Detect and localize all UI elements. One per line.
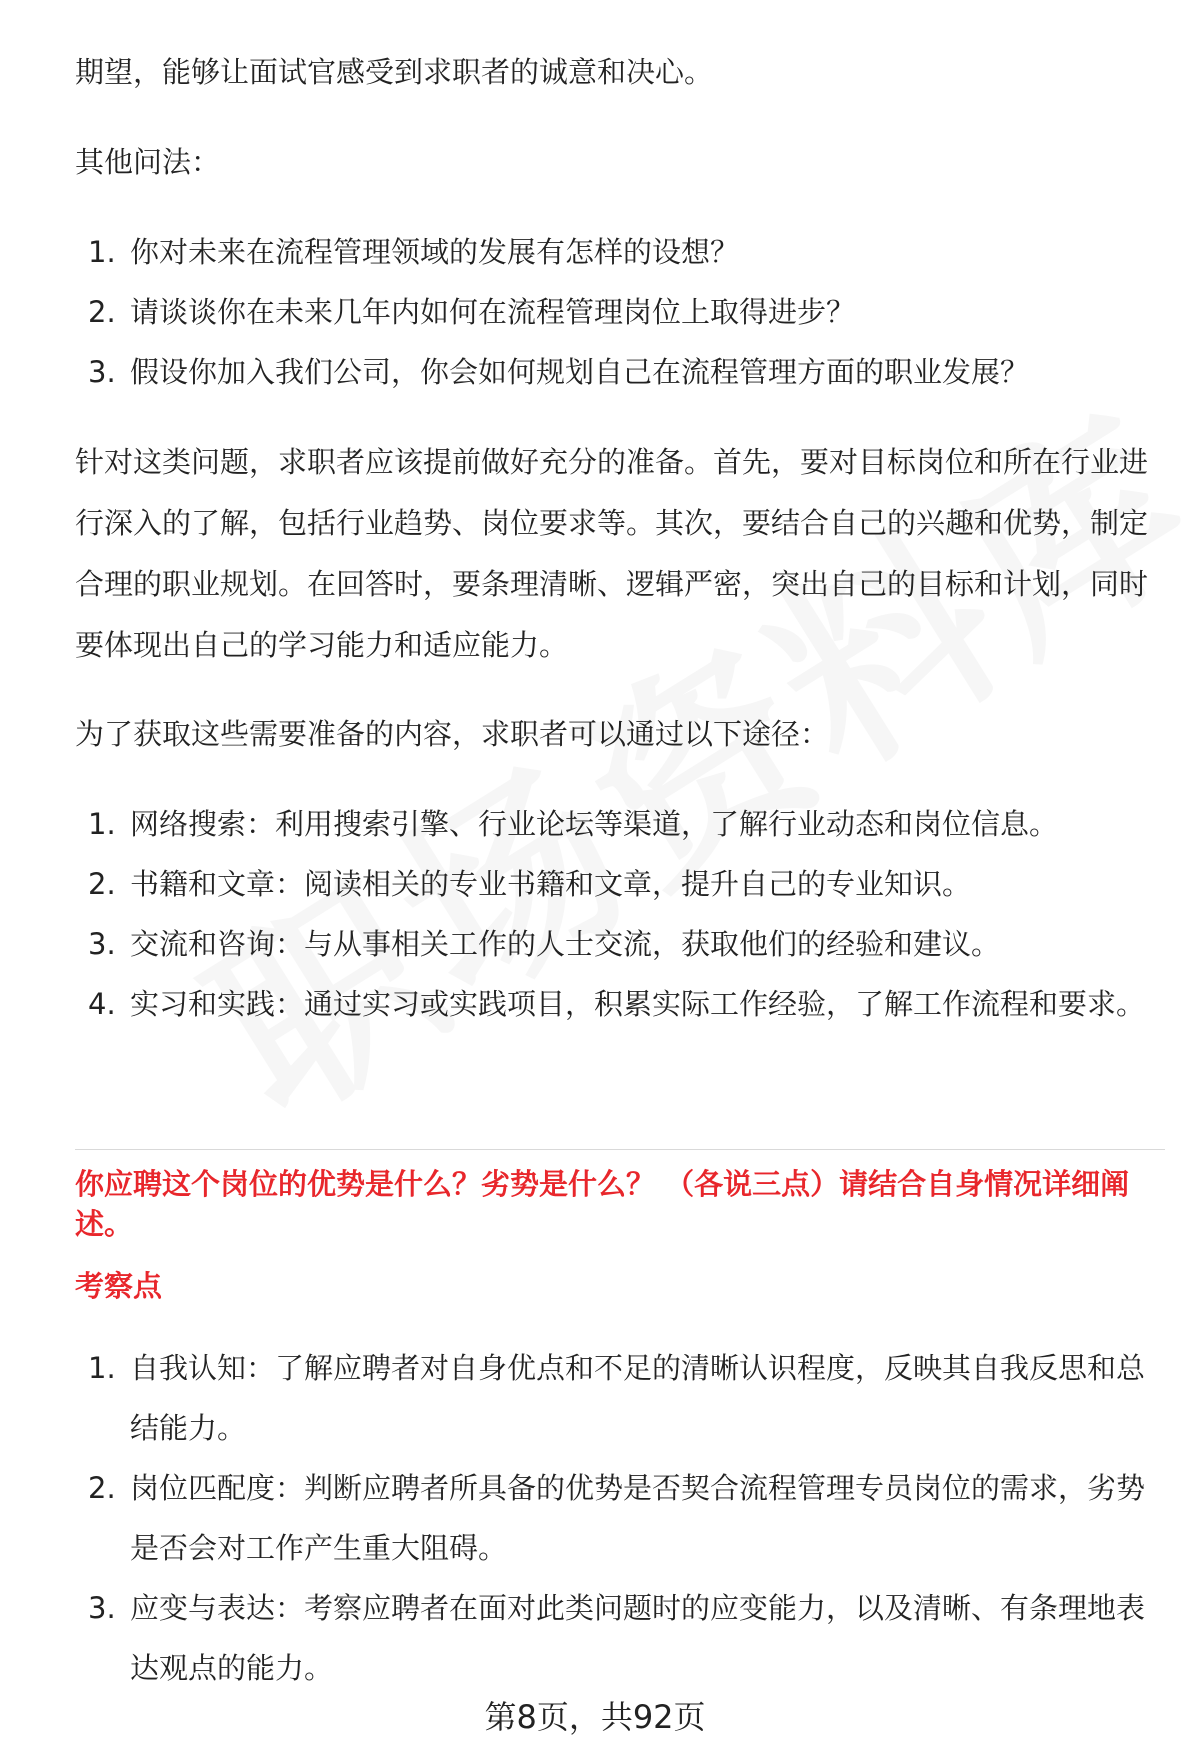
list-item: 1. 你对未来在流程管理领域的发展有怎样的设想？ xyxy=(88,235,740,269)
list-item: 2. 书籍和文章：阅读相关的专业书籍和文章，提升自己的专业知识。 xyxy=(88,867,972,901)
assessment-points-list xyxy=(75,1338,1165,1698)
list-item: 3. 假设你加入我们公司，你会如何规划自己在流程管理方面的职业发展？ xyxy=(88,355,1030,389)
list-item: 4. 实习和实践：通过实习或实践项目，积累实际工作经验，了解工作流程和要求。 xyxy=(88,987,1146,1021)
list-item: 2. 请谈谈你在未来几年内如何在流程管理岗位上取得进步？ xyxy=(88,295,856,329)
paragraph-other-questions: 其他问法： xyxy=(75,145,221,179)
other-questions-list xyxy=(75,222,1165,402)
list-item: 1. 网络搜索：利用搜索引擎、行业论坛等渠道，了解行业动态和岗位信息。 xyxy=(88,807,1059,841)
list-item: 1. 自我认知：了解应聘者对自身优点和不足的清晰认识程度，反映其自我反思和总结能力。 xyxy=(88,1351,1146,1445)
paragraph-channels: 为了获取这些需要准备的内容，求职者可以通过以下途径： xyxy=(75,717,830,751)
question-heading: 你应聘这个岗位的优势是什么？劣势是什么？ （各说三点）请结合自身情况详细阐述。 xyxy=(75,1167,1130,1241)
list-item: 2. 岗位匹配度：判断应聘者所具备的优势是否契合流程管理专员岗位的需求，劣势是否会对工作产生重大阻碍。 xyxy=(88,1471,1146,1565)
paragraph-intro: 期望，能够让面试官感受到求职者的诚意和决心。 xyxy=(75,55,714,89)
section-divider xyxy=(75,1149,1165,1150)
channels-list xyxy=(75,794,1165,1034)
paragraph-preparation: 针对这类问题，求职者应该提前做好充分的准备。首先，要对目标岗位和所在行业进行深入的了解，包括行业趋势、岗位要求等。其次，要结合自己的兴趣和优势，制定合理的职业规划。在回答时，要条理清晰、逻辑严密，突出自己的目标和计划，同时要体现出自己的学习能力和适应能力。 xyxy=(75,445,1149,662)
assessment-points-heading: 考察点 xyxy=(75,1269,163,1303)
list-item: 3. 交流和咨询：与从事相关工作的人士交流，获取他们的经验和建议。 xyxy=(88,927,1001,961)
page-number: 第8页，共92页 xyxy=(484,1698,706,1736)
list-item: 3. 应变与表达：考察应聘者在面对此类问题时的应变能力，以及清晰、有条理地表达观点的能力。 xyxy=(88,1591,1146,1685)
